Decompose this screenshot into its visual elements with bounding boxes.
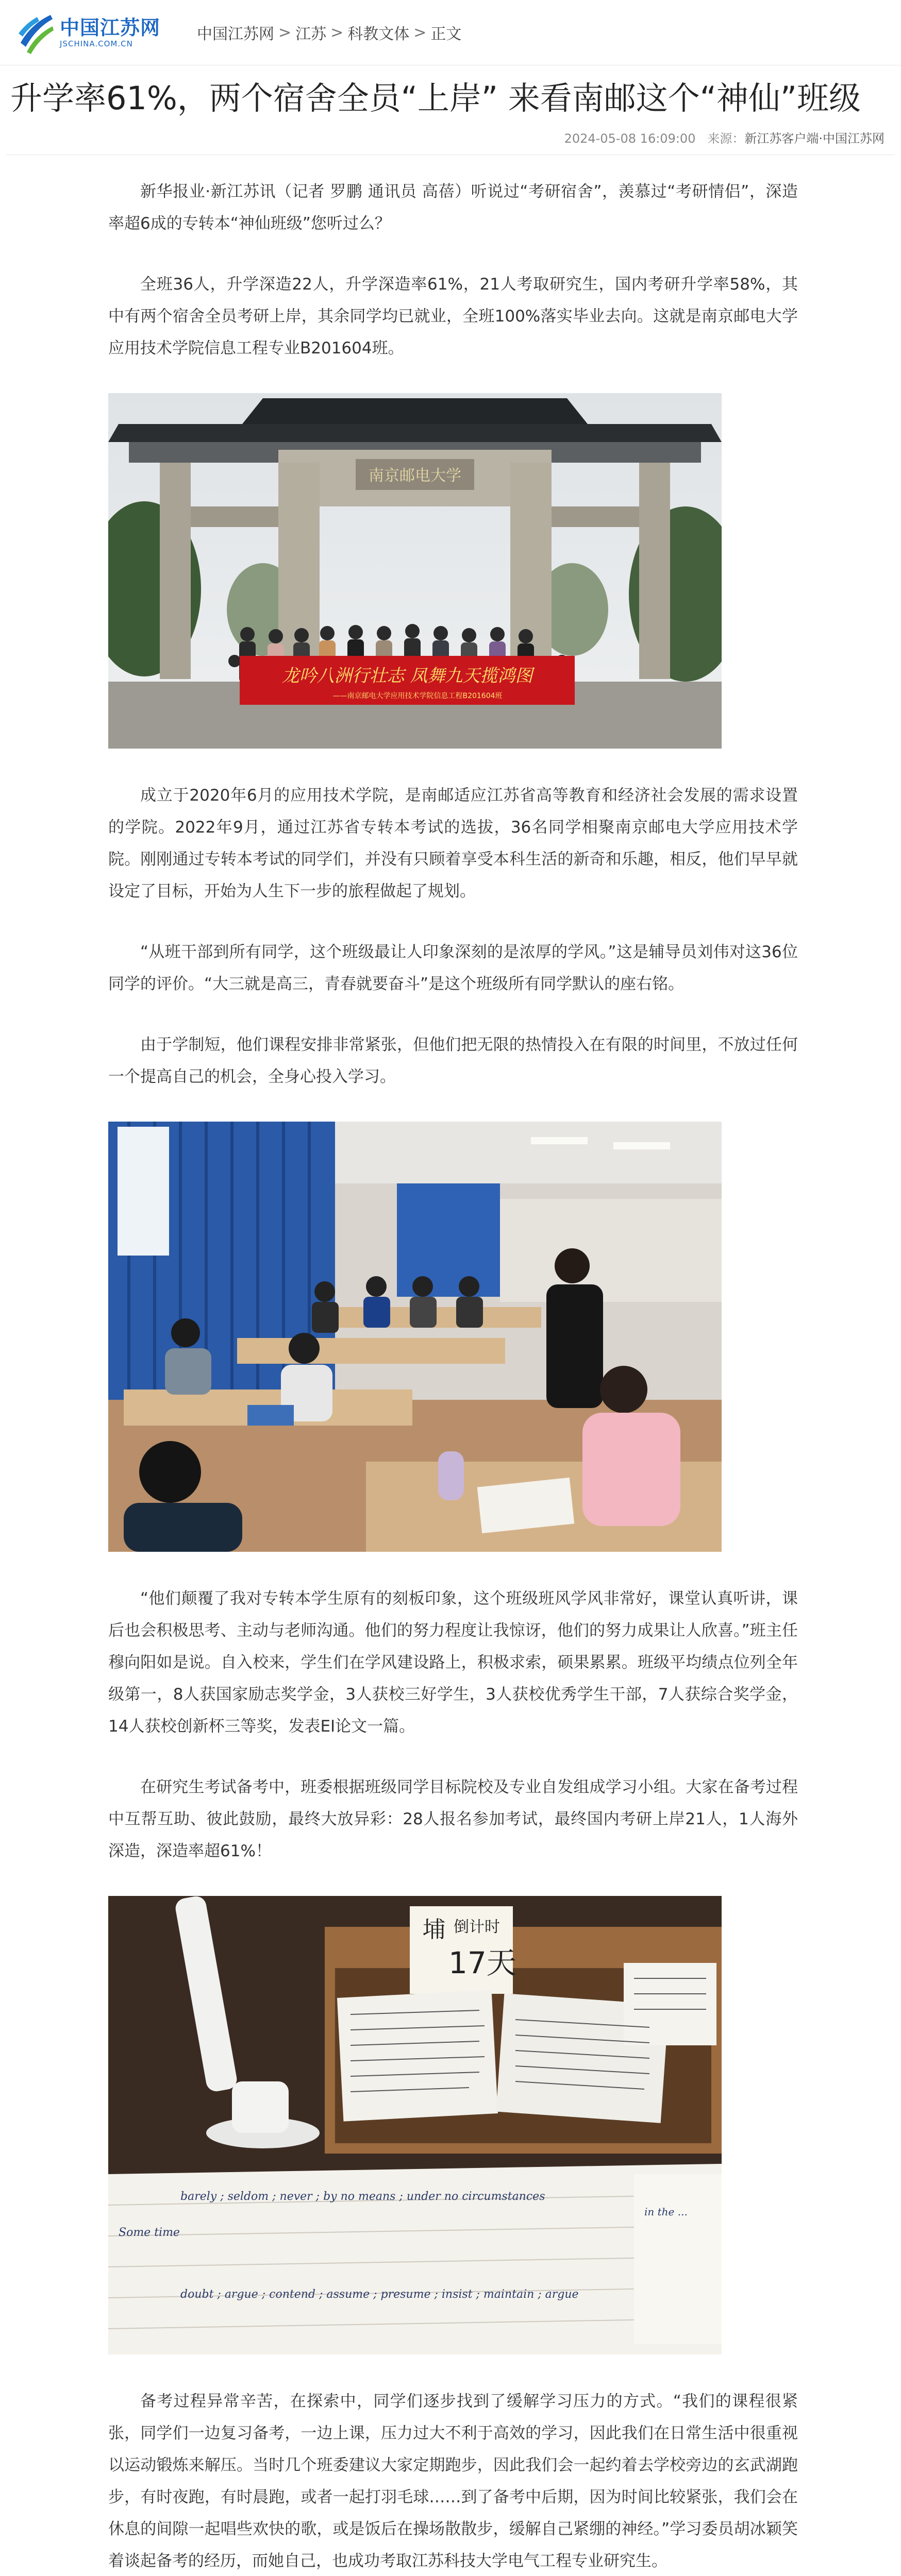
logo-mark-icon [16, 11, 55, 54]
breadcrumb-separator: > [330, 23, 344, 42]
svg-text:埔: 埔 [423, 1917, 445, 1943]
paragraph: 全班36人，升学深造22人，升学深造率61%，21人考取研究生，国内考研升学率58%，其中有两个宿舍全员考研上岸，其余同学均已就业，全班100%落实毕业去向。这就是南京邮电大学应用技术学院信息工程专业B201604班。 [108, 275, 798, 358]
source-label: 来源： [707, 131, 745, 146]
photo-countdown-desk [108, 1896, 722, 2354]
breadcrumb-jiangsu[interactable]: 江苏 [295, 25, 327, 43]
logo-domain: JSCHINA.COM.CN [60, 39, 133, 48]
paragraph: 由于学制短，他们课程安排非常紧张，但他们把无限的热情投入在有限的时间里，不放过任何一个提高自己的机会，全身心投入学习。 [108, 1036, 798, 1086]
note-line-4: in the ... [644, 2206, 688, 2218]
paragraph: 新华报业·新江苏讯（记者 罗鹏 通讯员 高蓓）听说过“考研宿舍”，羡慕过“考研情侣”，深造率超6成的专转本“神仙班级”您听过么？ [108, 182, 798, 233]
photo-classroom-study [108, 1122, 722, 1552]
breadcrumb-home[interactable]: 中国江苏网 [197, 25, 274, 43]
note-line-3: doubt ; argue ; contend ; assume ; presume ; insist ; maintain ; argue [180, 2288, 579, 2301]
paragraph: 成立于2020年6月的应用技术学院，是南邮适应江苏省高等教育和经济社会发展的需求设置的学院。2022年9月，通过江苏省专转本考试的选拔，36名同学相聚南京邮电大学应用技术学院。刚刚通过专转本考试的同学们，并没有只顾着享受本科生活的新奇和乐趣，相反，他们早早就设定了目标，开始为人生下一步的旅程做起了规划。 [108, 786, 798, 901]
breadcrumb-separator: > [413, 23, 427, 42]
article-body [0, 155, 901, 2576]
article-source: 新江苏客户端·中国江苏网 [744, 131, 885, 146]
banner-sub-text: ——南京邮电大学应用技术学院信息工程B201604班 [332, 692, 503, 700]
article-title: 升学率61%，两个宿舍全员“上岸” 来看南邮这个“神仙”班级 [10, 79, 861, 117]
gate-plaque-text: 南京邮电大学 [369, 467, 461, 485]
paragraph: 在研究生考试备考中，班委根据班级同学目标院校及专业自发组成学习小组。大家在备考过程中互帮互助、彼此鼓励，最终大放异彩：28人报名参加考试，最终国内考研上岸21人，1人海外深造，深造率超61%！ [108, 1778, 798, 1860]
banner-main-text: 龙吟八洲行壮志 凤舞九天揽鸿图 [281, 666, 533, 686]
publish-date: 2024-05-08 16:09:00 [564, 131, 696, 146]
countdown-days: 17天 [448, 1945, 516, 1980]
article-meta [6, 120, 895, 155]
breadcrumb-kejiaowenti[interactable]: 科教文体 [347, 25, 410, 43]
note-line-1: barely ; seldom ; never ; by no means ; under no circumstances [180, 2190, 545, 2203]
paragraph: 备考过程异常辛苦，在探索中，同学们逐步找到了缓解学习压力的方式。“我们的课程很紧张，同学们一边复习备考，一边上课，压力过大不利于高效的学习，因此我们在日常生活中很重视以运动锻炼来解压。当时几个班委建议大家定期跑步，因此我们会一起约着去学校旁边的玄武湖跑步，有时夜跑，有时晨跑，或者一起打羽毛球……到了备考中后期，因为时间比较紧张，我们会在休息的间隙一起唱些欢快的歌，或是饭后在操场散散步，缓解自己紧绷的神经。”学习委员胡冰颖笑着谈起备考的经历，而她自己，也成功考取江苏科技大学电气工程专业研究生。 [108, 2392, 798, 2570]
photo-campus-gate-group [108, 393, 722, 749]
breadcrumb [197, 21, 461, 44]
note-line-2: Some time [119, 2226, 180, 2239]
site-logo[interactable] [16, 11, 197, 54]
paragraph: “他们颠覆了我对专转本学生原有的刻板印象，这个班级班风学风非常好，课堂认真听讲，课后也会积极思考、主动与老师沟通。他们的努力程度让我惊讶，他们的努力成果让人欣喜。”班主任穆向阳如是说。自入校来，学生们在学风建设路上，积极求索，硕果累累。班级平均绩点位列全年级第一，8人获国家励志奖学金，3人获校三好学生，3人获校优秀学生干部，7人获综合奖学金，14人获校创新杯三等奖，发表EI论文一篇。 [108, 1589, 798, 1736]
site-header [0, 0, 901, 65]
breadcrumb-current: 正文 [430, 25, 462, 43]
paragraph: “从班干部到所有同学，这个班级最让人印象深刻的是浓厚的学风。”这是辅导员刘伟对这36位同学的评价。“大三就是高三，青春就要奋斗”是这个班级所有同学默认的座右铭。 [108, 943, 798, 993]
countdown-title: 倒计时 [454, 1918, 500, 1936]
breadcrumb-separator: > [278, 23, 292, 42]
logo-name: 中国江苏网 [60, 16, 161, 39]
